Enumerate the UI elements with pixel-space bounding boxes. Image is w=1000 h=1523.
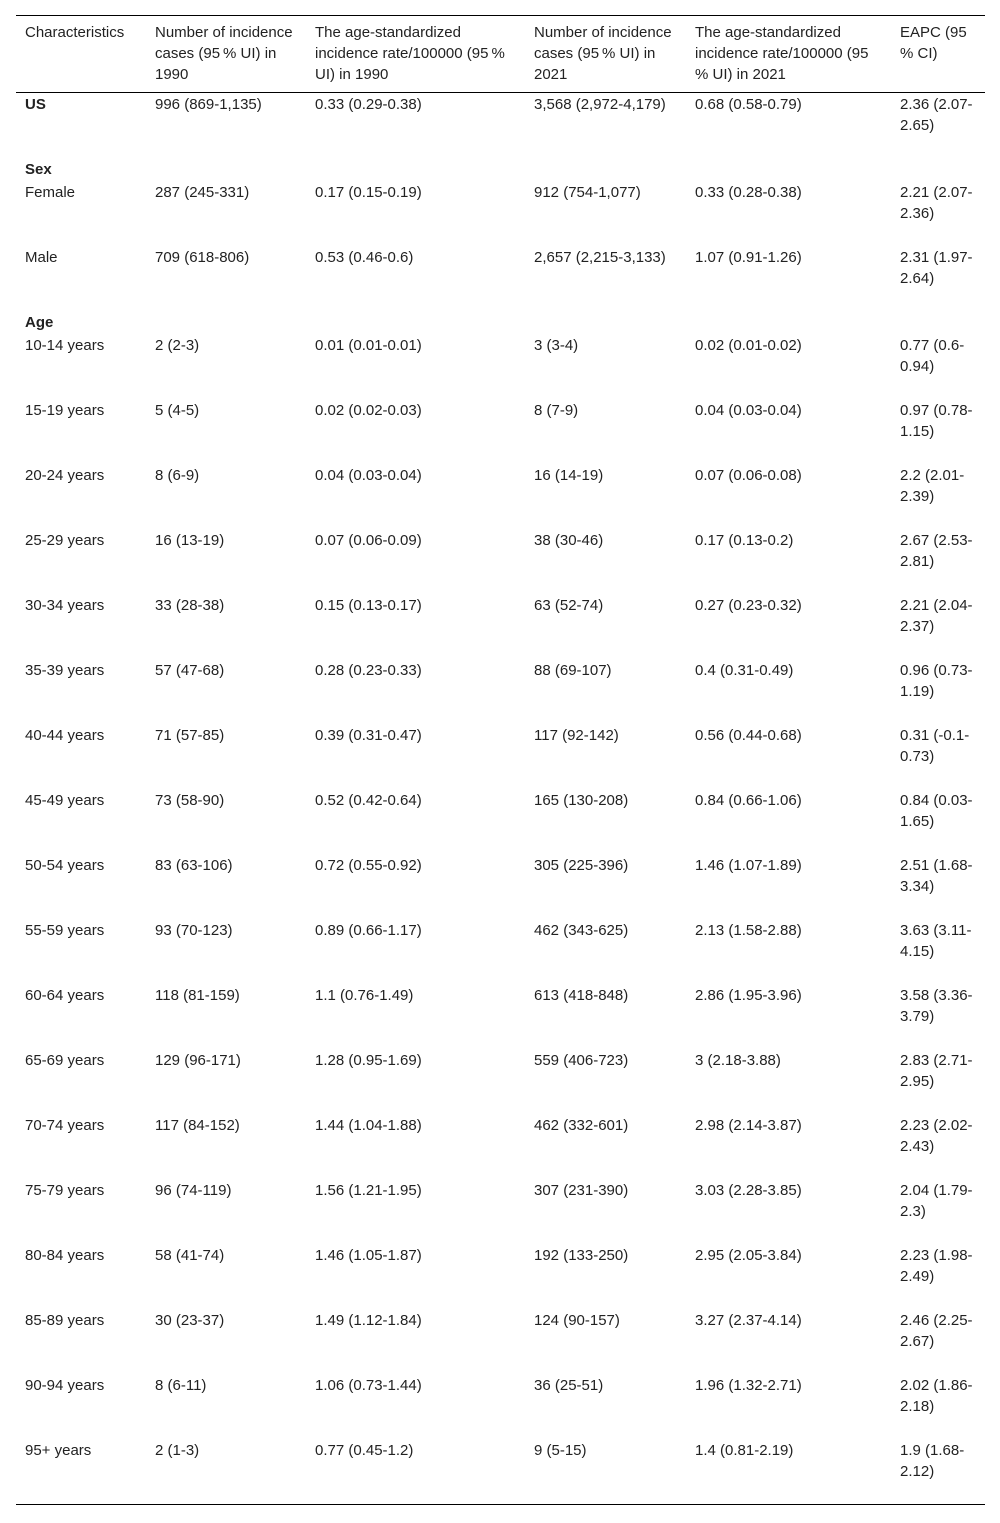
incidence-table [16,15,985,1505]
cell-rate-1990: 0.07 (0.06-0.09) [315,532,422,549]
cell-rate-1990: 1.56 (1.21-1.95) [315,1182,422,1199]
section-header-row [16,158,985,181]
header-row [16,16,985,93]
cell-rate-2021: 2.95 (2.05-3.84) [695,1247,802,1264]
table-row [16,529,985,594]
cell-rate-1990: 0.02 (0.02-0.03) [315,402,422,419]
cell-rate-2021: 1.96 (1.32-2.71) [695,1377,802,1394]
cell-row-label: 40-44 years [25,727,105,744]
cell-row-label: US [25,96,46,113]
header-characteristics: Characteristics [25,24,125,41]
cell-eapc: 2.31 (1.97-2.64) [900,249,973,287]
cell-eapc: 2.23 (2.02-2.43) [900,1117,973,1155]
cell-cases-1990: 58 (41-74) [155,1247,225,1264]
table-row [16,659,985,724]
cell-cases-2021: 192 (133-250) [534,1247,629,1264]
header-rate-1990: The age-standardized incidence rate/100000 (95 % UI) in 1990 [315,24,505,83]
cell-eapc: 2.2 (2.01-2.39) [900,467,965,505]
cell-cases-2021: 36 (25-51) [534,1377,604,1394]
cell-eapc: 2.67 (2.53-2.81) [900,532,973,570]
section-header-row [16,311,985,334]
cell-rate-2021: 3.03 (2.28-3.85) [695,1182,802,1199]
cell-rate-2021: 3 (2.18-3.88) [695,1052,781,1069]
cell-rate-1990: 0.39 (0.31-0.47) [315,727,422,744]
cell-rate-1990: 1.1 (0.76-1.49) [315,987,414,1004]
cell-eapc: 0.96 (0.73-1.19) [900,662,973,700]
table-row [16,246,985,311]
table-row [16,334,985,399]
cell-cases-1990: 2 (2-3) [155,337,200,354]
cell-cases-1990: 996 (869-1,135) [155,96,262,113]
cell-cases-1990: 118 (81-159) [155,987,240,1004]
cell-cases-2021: 912 (754-1,077) [534,184,641,201]
section-label: Sex [25,161,52,178]
cell-row-label: Male [25,249,58,266]
cell-row-label: 20-24 years [25,467,105,484]
table-row [16,1244,985,1309]
table-row [16,1179,985,1244]
cell-cases-2021: 117 (92-142) [534,727,619,744]
cell-cases-2021: 9 (5-15) [534,1442,587,1459]
cell-cases-2021: 8 (7-9) [534,402,579,419]
cell-eapc: 2.51 (1.68-3.34) [900,857,973,895]
cell-cases-1990: 117 (84-152) [155,1117,240,1134]
cell-rate-2021: 0.04 (0.03-0.04) [695,402,802,419]
cell-row-label: 25-29 years [25,532,105,549]
cell-row-label: 10-14 years [25,337,105,354]
cell-eapc: 0.77 (0.6-0.94) [900,337,965,375]
cell-row-label: 95+ years [25,1442,92,1459]
cell-rate-1990: 0.52 (0.42-0.64) [315,792,422,809]
header-cases-1990: Number of incidence cases (95 % UI) in 1990 [155,24,293,83]
cell-row-label: 70-74 years [25,1117,105,1134]
cell-eapc: 2.46 (2.25-2.67) [900,1312,973,1350]
cell-eapc: 2.23 (1.98-2.49) [900,1247,973,1285]
cell-cases-2021: 559 (406-723) [534,1052,629,1069]
cell-rate-1990: 1.49 (1.12-1.84) [315,1312,422,1329]
cell-row-label: 50-54 years [25,857,105,874]
cell-cases-1990: 33 (28-38) [155,597,225,614]
cell-cases-1990: 93 (70-123) [155,922,233,939]
cell-eapc: 2.21 (2.07-2.36) [900,184,973,222]
table-row [16,919,985,984]
cell-rate-1990: 1.28 (0.95-1.69) [315,1052,422,1069]
table-row [16,93,985,159]
cell-rate-2021: 1.4 (0.81-2.19) [695,1442,794,1459]
cell-rate-1990: 0.89 (0.66-1.17) [315,922,422,939]
cell-eapc: 0.97 (0.78-1.15) [900,402,973,440]
table-row [16,854,985,919]
cell-row-label: 55-59 years [25,922,105,939]
cell-eapc: 3.58 (3.36-3.79) [900,987,973,1025]
cell-eapc: 2.04 (1.79-2.3) [900,1182,973,1220]
cell-row-label: 65-69 years [25,1052,105,1069]
cell-eapc: 2.21 (2.04-2.37) [900,597,973,635]
cell-rate-1990: 0.77 (0.45-1.2) [315,1442,414,1459]
cell-rate-2021: 0.02 (0.01-0.02) [695,337,802,354]
cell-rate-1990: 0.17 (0.15-0.19) [315,184,422,201]
cell-rate-1990: 0.15 (0.13-0.17) [315,597,422,614]
cell-eapc: 3.63 (3.11-4.15) [900,922,972,960]
cell-cases-2021: 38 (30-46) [534,532,604,549]
cell-cases-1990: 129 (96-171) [155,1052,241,1069]
cell-eapc: 2.83 (2.71-2.95) [900,1052,973,1090]
cell-rate-1990: 0.33 (0.29-0.38) [315,96,422,113]
cell-rate-1990: 1.46 (1.05-1.87) [315,1247,422,1264]
cell-rate-2021: 0.68 (0.58-0.79) [695,96,802,113]
table-body [16,93,985,1505]
table-row [16,1114,985,1179]
cell-rate-2021: 2.86 (1.95-3.96) [695,987,802,1004]
table-row [16,1309,985,1374]
cell-row-label: 15-19 years [25,402,105,419]
cell-rate-1990: 0.28 (0.23-0.33) [315,662,422,679]
cell-row-label: 90-94 years [25,1377,105,1394]
cell-rate-2021: 0.27 (0.23-0.32) [695,597,802,614]
cell-cases-1990: 5 (4-5) [155,402,200,419]
cell-row-label: 60-64 years [25,987,105,1004]
cell-rate-1990: 0.72 (0.55-0.92) [315,857,422,874]
table-row [16,789,985,854]
cell-eapc: 0.31 (-0.1-0.73) [900,727,970,765]
cell-rate-1990: 1.44 (1.04-1.88) [315,1117,422,1134]
cell-cases-2021: 3 (3-4) [534,337,579,354]
table-row [16,464,985,529]
cell-cases-1990: 73 (58-90) [155,792,225,809]
cell-cases-2021: 462 (332-601) [534,1117,629,1134]
cell-cases-2021: 63 (52-74) [534,597,604,614]
cell-rate-2021: 3.27 (2.37-4.14) [695,1312,802,1329]
cell-row-label: 30-34 years [25,597,105,614]
cell-rate-1990: 0.01 (0.01-0.01) [315,337,422,354]
cell-rate-2021: 1.07 (0.91-1.26) [695,249,802,266]
cell-rate-2021: 2.13 (1.58-2.88) [695,922,802,939]
table-row [16,594,985,659]
cell-cases-2021: 613 (418-848) [534,987,629,1004]
cell-cases-2021: 124 (90-157) [534,1312,620,1329]
cell-cases-1990: 30 (23-37) [155,1312,225,1329]
cell-rate-2021: 0.33 (0.28-0.38) [695,184,802,201]
cell-rate-2021: 0.56 (0.44-0.68) [695,727,802,744]
cell-row-label: 45-49 years [25,792,105,809]
cell-cases-2021: 307 (231-390) [534,1182,629,1199]
cell-cases-2021: 305 (225-396) [534,857,629,874]
header-cases-2021: Number of incidence cases (95 % UI) in 2021 [534,24,672,83]
cell-cases-1990: 287 (245-331) [155,184,250,201]
cell-row-label: 35-39 years [25,662,105,679]
cell-cases-2021: 2,657 (2,215-3,133) [534,249,666,266]
header-rate-2021: The age-standardized incidence rate/100000 (95 % UI) in 2021 [695,24,872,83]
table-row [16,984,985,1049]
cell-rate-2021: 0.17 (0.13-0.2) [695,532,794,549]
table-header [16,16,985,93]
cell-cases-1990: 96 (74-119) [155,1182,232,1199]
cell-rate-2021: 0.4 (0.31-0.49) [695,662,794,679]
table-row [16,724,985,789]
cell-eapc: 1.9 (1.68-2.12) [900,1442,965,1480]
table-row [16,181,985,246]
cell-cases-2021: 165 (130-208) [534,792,629,809]
cell-cases-2021: 16 (14-19) [534,467,604,484]
table-row [16,1049,985,1114]
cell-row-label: 75-79 years [25,1182,105,1199]
cell-rate-1990: 0.53 (0.46-0.6) [315,249,414,266]
cell-rate-2021: 1.46 (1.07-1.89) [695,857,802,874]
cell-rate-2021: 2.98 (2.14-3.87) [695,1117,802,1134]
cell-cases-2021: 3,568 (2,972-4,179) [534,96,666,113]
cell-row-label: 85-89 years [25,1312,105,1329]
cell-cases-1990: 8 (6-9) [155,467,200,484]
cell-rate-2021: 0.07 (0.06-0.08) [695,467,802,484]
cell-rate-2021: 0.84 (0.66-1.06) [695,792,802,809]
cell-cases-1990: 83 (63-106) [155,857,233,874]
cell-cases-1990: 16 (13-19) [155,532,225,549]
incidence-table-container [16,15,985,1505]
cell-cases-2021: 88 (69-107) [534,662,612,679]
cell-rate-1990: 0.04 (0.03-0.04) [315,467,422,484]
cell-eapc: 2.36 (2.07-2.65) [900,96,973,134]
cell-eapc: 2.02 (1.86-2.18) [900,1377,973,1415]
cell-row-label: 80-84 years [25,1247,105,1264]
cell-row-label: Female [25,184,76,201]
cell-eapc: 0.84 (0.03-1.65) [900,792,973,830]
table-row [16,399,985,464]
cell-cases-1990: 8 (6-11) [155,1377,207,1394]
table-row [16,1374,985,1439]
cell-cases-1990: 71 (57-85) [155,727,225,744]
cell-cases-1990: 709 (618-806) [155,249,250,266]
table-row [16,1439,985,1505]
cell-cases-1990: 57 (47-68) [155,662,225,679]
cell-cases-2021: 462 (343-625) [534,922,629,939]
section-label: Age [25,314,54,331]
header-eapc: EAPC (95 % CI) [900,24,970,62]
cell-rate-1990: 1.06 (0.73-1.44) [315,1377,422,1394]
cell-cases-1990: 2 (1-3) [155,1442,200,1459]
